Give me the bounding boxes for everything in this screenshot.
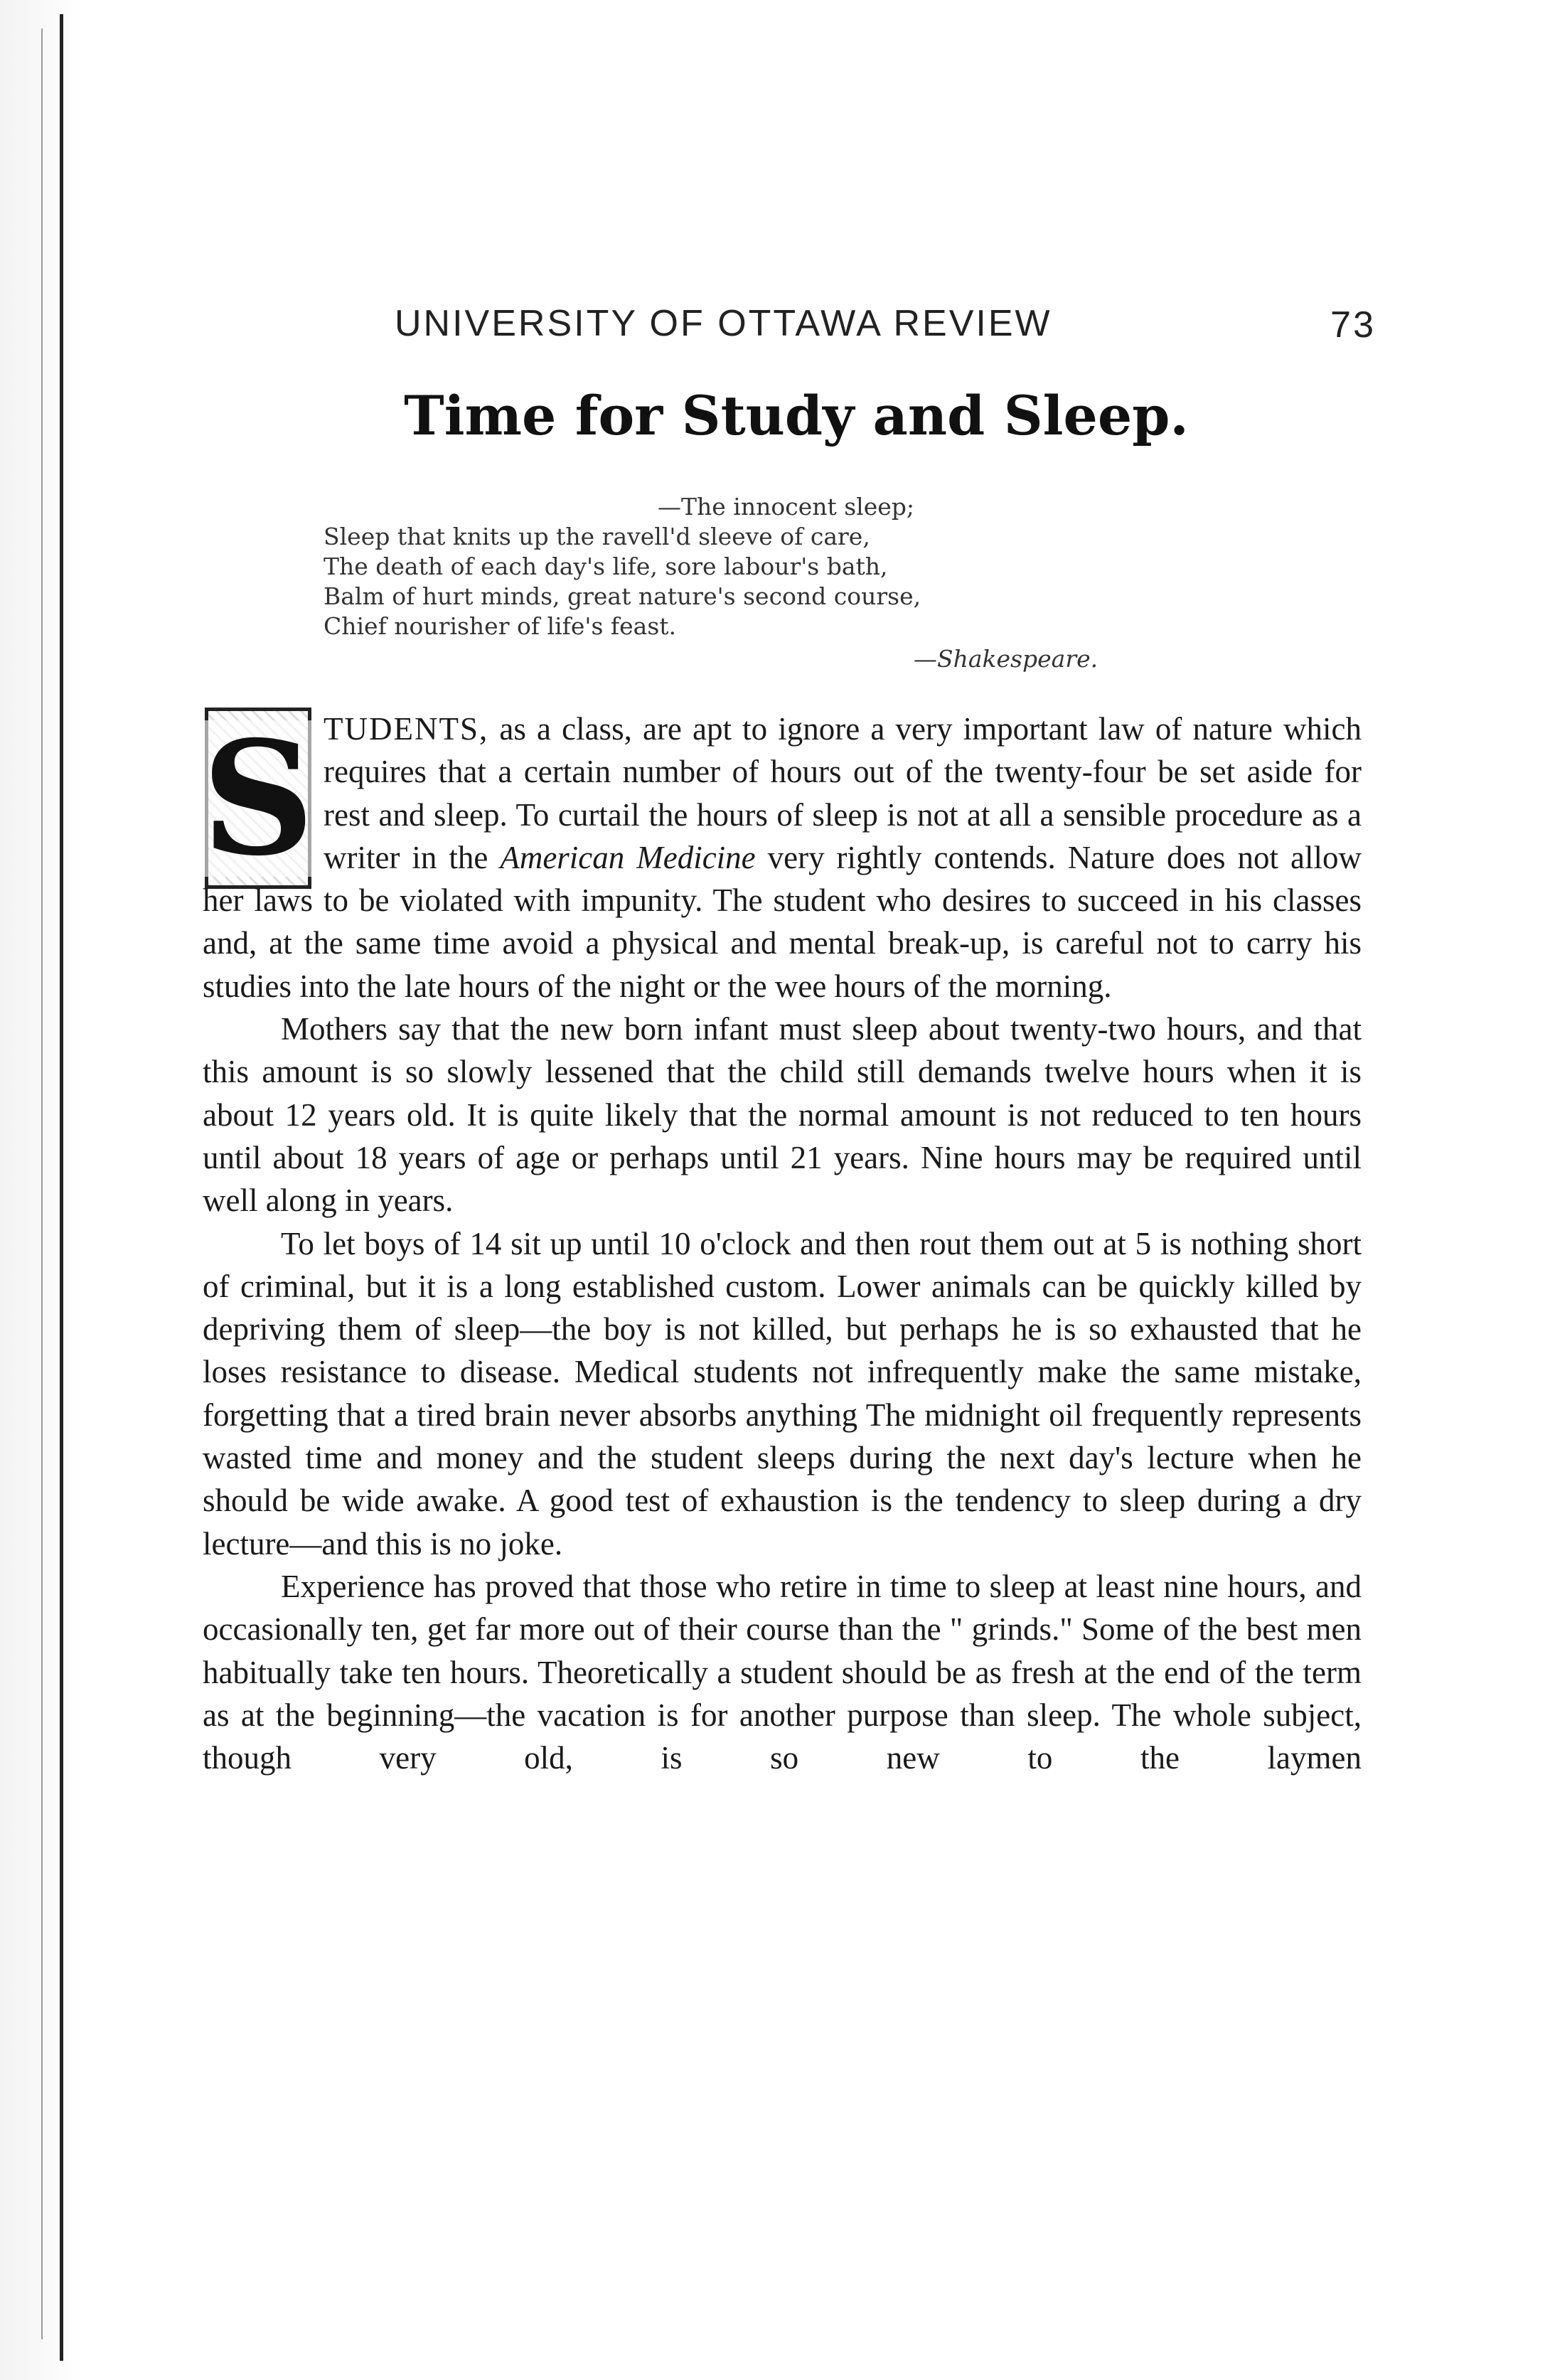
paragraph: Experience has proved that those who retire in time to sleep at least nine hours, and occasionally ten, get far more out of their course than the " grinds." Some of the best men habitually take ten hours. Theoretically a student should be as fresh at the end of the term as at the beginning—the vacation is for another purpose than sleep. The whole subject, though very old, is so new to the laymen: [203, 1568, 1362, 1776]
epigraph-line: Sleep that knits up the ravell'd sleeve of care,: [324, 523, 870, 550]
scan-binding-edge: [0, 0, 85, 2380]
running-header: [395, 302, 1376, 359]
paragraph: [203, 708, 1362, 1008]
drop-cap-letter: S: [198, 720, 319, 877]
paragraph-text: very rightly contends. Nature does not allow her laws to be violated with impunity. The student who desires to succeed in his classes and, at the same time avoid a physical and mental break-up, is careful not to carry his studies into the late hours of the night or the wee hours of the morning.: [203, 839, 1362, 1004]
paragraph: To let boys of 14 sit up until 10 o'clock and then rout them out at 5 is nothing short of criminal, but it is a long established custom. Lower animals can be quickly killed by depriving them of sleep—the boy is not killed, but perhaps he is so exhausted that he loses resistance to disease. Medical students not infrequently make the same mistake, forgetting that a tired brain never absorbs anything The midnight oil frequently represents wasted time and money and the student sleeps during the next day's lecture when he should be wide awake. A good test of exhaustion is the tendency to sleep during a dry lecture—and this is no joke.: [203, 1225, 1362, 1562]
publication-name: American Medicine: [500, 839, 756, 875]
page-number: 73: [1330, 304, 1376, 346]
lead-word: TUDENTS,: [324, 711, 489, 747]
paragraph: Mothers say that the new born infant must sleep about twenty-two hours, and that this amount is so slowly lessened that the child still demands twelve hours when it is about 12 years old. It is quite likely that the normal amount is not reduced to ten hours until about 18 years of age or perhaps until 21 years. Nine hours may be required until well along in years.: [203, 1011, 1362, 1219]
epigraph-line: The death of each day's life, sore labour's bath,: [324, 553, 888, 580]
epigraph-line: Chief nourisher of life's feast.: [324, 612, 676, 640]
binding-rule-faint: [41, 28, 43, 2339]
journal-title: UNIVERSITY OF OTTAWA REVIEW: [395, 303, 1052, 344]
paragraph-text: as a class, are apt to ignore a very important law of nature which requires that a certain number of hours out of the twenty-four be set aside for rest and sleep. To curtail the hours of sleep is not at all a sensible procedure as a writer in the: [324, 711, 1362, 875]
binding-rule: [60, 14, 63, 2361]
epigraph: [324, 492, 1120, 674]
epigraph-attribution: —Shakespeare.: [914, 645, 1098, 673]
article-title: Time for Study and Sleep.: [404, 384, 1189, 447]
drop-cap-spacer: [203, 708, 324, 878]
epigraph-line: —The innocent sleep;: [658, 493, 915, 521]
epigraph-line: Balm of hurt minds, great nature's second course,: [324, 582, 921, 610]
article-body: [203, 708, 1362, 1779]
